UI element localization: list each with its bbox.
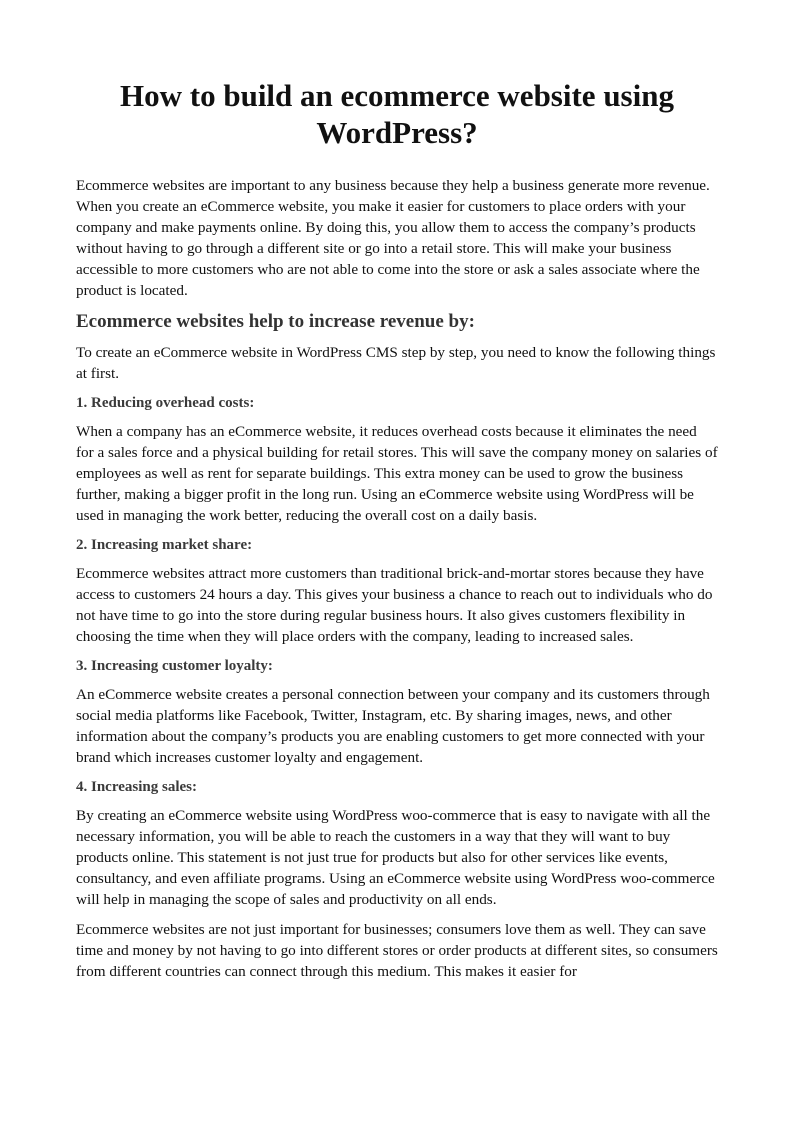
subsection-body-reducing-overhead-costs: When a company has an eCommerce website, it reduces overhead costs because it eliminates the need for a sales force and a physical building for retail stores. This will save the company money on salaries of employees as well as rent for separate buildings. This extra money can be used to grow the business further, making a bigger profit in the long run. Using an eCommerce website using WordPress will be used in managing the work better, reducing the overall cost on a daily basis. — [76, 423, 718, 524]
subsection-body-increasing-sales: By creating an eCommerce website using WordPress woo-commerce that is easy to navigate with all the necessary information, you will be able to reach the customers in a way that they will want to buy products online. This statement is not just true for products but also for other services like events, consultancy, and even affiliate programs. Using an eCommerce website using WordPress woo-commerce will help in managing the scope of sales and productivity on all ends. — [76, 807, 715, 908]
document-title: How to build an ecommerce website using WordPress? — [120, 78, 674, 150]
subsection-body-increasing-market-share: Ecommerce websites attract more customers than traditional brick-and-mortar stores because they have access to customers 24 hours a day. This gives your business a chance to reach out to individuals who do not have time to go into the store during regular business hours. It also gives customers flexibility in choosing the time when they will place orders with the company, leading to increased sales. — [76, 565, 713, 645]
document-content — [76, 77, 718, 991]
closing-paragraph: Ecommerce websites are not just important for businesses; consumers love them as well. They can save time and money by not having to go into different stores or order products at different sites, so consumers from different countries can connect through this medium. This makes it easier for — [76, 921, 718, 980]
subsection-body-increasing-customer-loyalty: An eCommerce website creates a personal connection between your company and its customers through social media platforms like Facebook, Twitter, Instagram, etc. By sharing images, news, and other information about the company’s products you are enabling customers to get more connected with your brand which increases customer loyalty and engagement. — [76, 686, 710, 766]
subsection-heading-increasing-customer-loyalty: 3. Increasing customer loyalty: — [76, 658, 273, 674]
intro-paragraph: Ecommerce websites are important to any business because they help a business generate more revenue. When you create an eCommerce website, you make it easier for customers to place orders with your company and make payments online. By doing this, you allow them to access the company’s products without having to go through a different site or go into a retail store. This will make your business accessible to more customers who are not able to come into the store or ask a sales associate where the product is located. — [76, 177, 710, 299]
subsection-heading-reducing-overhead-costs: 1. Reducing overhead costs: — [76, 395, 255, 411]
section-heading: Ecommerce websites help to increase revenue by: — [76, 311, 475, 332]
subsection-heading-increasing-market-share: 2. Increasing market share: — [76, 537, 253, 553]
subsection-heading-increasing-sales: 4. Increasing sales: — [76, 779, 197, 795]
section-intro-paragraph: To create an eCommerce website in WordPress CMS step by step, you need to know the following things at first. — [76, 344, 716, 382]
